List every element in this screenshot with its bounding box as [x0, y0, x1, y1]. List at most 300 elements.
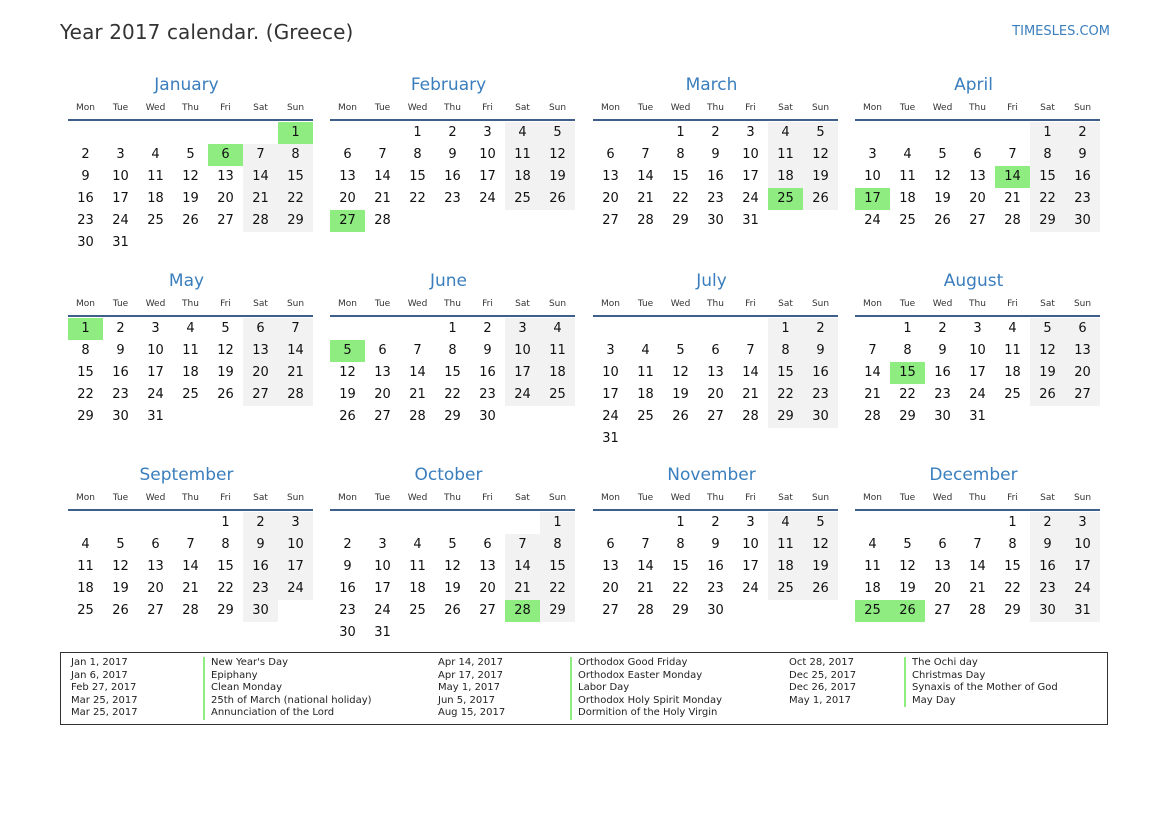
day-cell[interactable]: 24 [742, 191, 759, 206]
day-cell[interactable]: 19 [444, 581, 461, 596]
weekend-day-cell[interactable]: 21 [243, 188, 278, 210]
weekend-day-cell[interactable]: 3 [1065, 512, 1100, 534]
weekend-day-cell[interactable]: 23 [1065, 188, 1100, 210]
holiday-day-cell[interactable]: 28 [505, 600, 540, 622]
weekend-day-cell[interactable]: 29 [278, 210, 313, 232]
weekend-day-cell[interactable]: 22 [1030, 188, 1065, 210]
day-cell[interactable]: 28 [864, 409, 881, 424]
weekend-day-cell[interactable]: 8 [768, 340, 803, 362]
day-cell[interactable]: 6 [483, 537, 492, 552]
day-cell[interactable]: 29 [1004, 603, 1021, 618]
day-cell[interactable]: 2 [448, 125, 457, 140]
day-cell[interactable]: 10 [374, 559, 391, 574]
day-cell[interactable]: 15 [1004, 559, 1021, 574]
day-cell[interactable]: 30 [707, 213, 724, 228]
day-cell[interactable]: 10 [969, 343, 986, 358]
weekend-day-cell[interactable]: 11 [505, 144, 540, 166]
day-cell[interactable]: 5 [116, 537, 125, 552]
day-cell[interactable]: 4 [903, 147, 912, 162]
weekend-day-cell[interactable]: 8 [1030, 144, 1065, 166]
day-cell[interactable]: 7 [868, 343, 877, 358]
day-cell[interactable]: 2 [938, 321, 947, 336]
day-cell[interactable]: 22 [1004, 581, 1021, 596]
day-cell[interactable]: 10 [742, 537, 759, 552]
day-cell[interactable]: 9 [483, 343, 492, 358]
day-cell[interactable]: 20 [479, 581, 496, 596]
day-cell[interactable]: 15 [77, 365, 94, 380]
day-cell[interactable]: 24 [112, 213, 129, 228]
day-cell[interactable]: 26 [339, 409, 356, 424]
day-cell[interactable]: 26 [182, 213, 199, 228]
day-cell[interactable]: 3 [746, 515, 755, 530]
weekend-day-cell[interactable]: 9 [1065, 144, 1100, 166]
day-cell[interactable]: 6 [606, 147, 615, 162]
day-cell[interactable]: 27 [217, 213, 234, 228]
day-cell[interactable]: 5 [903, 537, 912, 552]
day-cell[interactable]: 17 [147, 365, 164, 380]
day-cell[interactable]: 31 [374, 625, 391, 640]
holiday-day-cell[interactable]: 27 [330, 210, 365, 232]
day-cell[interactable]: 13 [374, 365, 391, 380]
weekend-day-cell[interactable]: 7 [243, 144, 278, 166]
weekend-day-cell[interactable]: 22 [540, 578, 575, 600]
day-cell[interactable]: 29 [444, 409, 461, 424]
day-cell[interactable]: 6 [343, 147, 352, 162]
weekend-day-cell[interactable]: 24 [1065, 578, 1100, 600]
weekend-day-cell[interactable]: 29 [1030, 210, 1065, 232]
day-cell[interactable]: 8 [448, 343, 457, 358]
day-cell[interactable]: 9 [938, 343, 947, 358]
day-cell[interactable]: 30 [479, 409, 496, 424]
weekend-day-cell[interactable]: 26 [803, 578, 838, 600]
day-cell[interactable]: 30 [77, 235, 94, 250]
day-cell[interactable]: 4 [413, 537, 422, 552]
day-cell[interactable]: 8 [81, 343, 90, 358]
day-cell[interactable]: 19 [934, 191, 951, 206]
weekend-day-cell[interactable]: 25 [768, 578, 803, 600]
weekend-day-cell[interactable]: 8 [278, 144, 313, 166]
weekend-day-cell[interactable]: 2 [803, 318, 838, 340]
day-cell[interactable]: 17 [742, 169, 759, 184]
day-cell[interactable]: 20 [707, 387, 724, 402]
weekend-day-cell[interactable]: 19 [803, 556, 838, 578]
day-cell[interactable]: 6 [938, 537, 947, 552]
day-cell[interactable]: 31 [742, 213, 759, 228]
weekend-day-cell[interactable]: 29 [540, 600, 575, 622]
day-cell[interactable]: 11 [182, 343, 199, 358]
day-cell[interactable]: 7 [186, 537, 195, 552]
day-cell[interactable]: 18 [182, 365, 199, 380]
day-cell[interactable]: 17 [602, 387, 619, 402]
day-cell[interactable]: 11 [864, 559, 881, 574]
day-cell[interactable]: 5 [938, 147, 947, 162]
day-cell[interactable]: 25 [1004, 387, 1021, 402]
weekend-day-cell[interactable]: 1 [1030, 122, 1065, 144]
weekend-day-cell[interactable]: 30 [1030, 600, 1065, 622]
weekend-day-cell[interactable]: 28 [278, 384, 313, 406]
day-cell[interactable]: 25 [899, 213, 916, 228]
holiday-day-cell[interactable]: 14 [995, 166, 1030, 188]
weekend-day-cell[interactable]: 16 [803, 362, 838, 384]
day-cell[interactable]: 3 [483, 125, 492, 140]
weekend-day-cell[interactable]: 12 [803, 534, 838, 556]
day-cell[interactable]: 19 [112, 581, 129, 596]
weekend-day-cell[interactable]: 12 [1030, 340, 1065, 362]
day-cell[interactable]: 7 [1008, 147, 1017, 162]
day-cell[interactable]: 23 [339, 603, 356, 618]
day-cell[interactable]: 31 [112, 235, 129, 250]
day-cell[interactable]: 15 [217, 559, 234, 574]
weekend-day-cell[interactable]: 15 [1030, 166, 1065, 188]
day-cell[interactable]: 30 [112, 409, 129, 424]
weekend-day-cell[interactable]: 15 [540, 556, 575, 578]
day-cell[interactable]: 16 [707, 169, 724, 184]
day-cell[interactable]: 4 [641, 343, 650, 358]
day-cell[interactable]: 7 [641, 147, 650, 162]
day-cell[interactable]: 8 [413, 147, 422, 162]
day-cell[interactable]: 8 [676, 147, 685, 162]
weekend-day-cell[interactable]: 10 [505, 340, 540, 362]
day-cell[interactable]: 27 [147, 603, 164, 618]
day-cell[interactable]: 12 [899, 559, 916, 574]
weekend-day-cell[interactable]: 1 [768, 318, 803, 340]
day-cell[interactable]: 17 [374, 581, 391, 596]
day-cell[interactable]: 8 [676, 537, 685, 552]
day-cell[interactable]: 15 [409, 169, 426, 184]
day-cell[interactable]: 25 [147, 213, 164, 228]
weekend-day-cell[interactable]: 31 [1065, 600, 1100, 622]
day-cell[interactable]: 2 [711, 515, 720, 530]
day-cell[interactable]: 11 [899, 169, 916, 184]
weekend-day-cell[interactable]: 19 [540, 166, 575, 188]
day-cell[interactable]: 2 [483, 321, 492, 336]
day-cell[interactable]: 8 [221, 537, 230, 552]
weekend-day-cell[interactable]: 17 [505, 362, 540, 384]
day-cell[interactable]: 10 [112, 169, 129, 184]
day-cell[interactable]: 13 [602, 169, 619, 184]
day-cell[interactable]: 2 [116, 321, 125, 336]
weekend-day-cell[interactable]: 10 [278, 534, 313, 556]
weekend-day-cell[interactable]: 11 [768, 144, 803, 166]
day-cell[interactable]: 23 [112, 387, 129, 402]
day-cell[interactable]: 1 [676, 515, 685, 530]
weekend-day-cell[interactable]: 30 [1065, 210, 1100, 232]
day-cell[interactable]: 25 [409, 603, 426, 618]
weekend-day-cell[interactable]: 26 [540, 188, 575, 210]
day-cell[interactable]: 20 [217, 191, 234, 206]
day-cell[interactable]: 29 [217, 603, 234, 618]
weekend-day-cell[interactable]: 25 [505, 188, 540, 210]
weekend-day-cell[interactable]: 24 [278, 578, 313, 600]
day-cell[interactable]: 22 [672, 581, 689, 596]
day-cell[interactable]: 3 [973, 321, 982, 336]
holiday-day-cell[interactable]: 25 [768, 188, 803, 210]
day-cell[interactable]: 21 [637, 191, 654, 206]
day-cell[interactable]: 23 [934, 387, 951, 402]
weekend-day-cell[interactable]: 7 [278, 318, 313, 340]
weekend-day-cell[interactable]: 1 [540, 512, 575, 534]
weekend-day-cell[interactable]: 23 [1030, 578, 1065, 600]
day-cell[interactable]: 17 [742, 559, 759, 574]
day-cell[interactable]: 20 [934, 581, 951, 596]
day-cell[interactable]: 16 [339, 581, 356, 596]
holiday-day-cell[interactable]: 5 [330, 340, 365, 362]
weekend-day-cell[interactable]: 5 [1030, 318, 1065, 340]
day-cell[interactable]: 17 [479, 169, 496, 184]
day-cell[interactable]: 10 [864, 169, 881, 184]
weekend-day-cell[interactable]: 21 [505, 578, 540, 600]
day-cell[interactable]: 24 [864, 213, 881, 228]
day-cell[interactable]: 28 [637, 213, 654, 228]
day-cell[interactable]: 11 [637, 365, 654, 380]
day-cell[interactable]: 20 [147, 581, 164, 596]
weekend-day-cell[interactable]: 4 [505, 122, 540, 144]
day-cell[interactable]: 30 [707, 603, 724, 618]
weekend-day-cell[interactable]: 16 [1065, 166, 1100, 188]
holiday-day-cell[interactable]: 25 [855, 600, 890, 622]
day-cell[interactable]: 14 [864, 365, 881, 380]
day-cell[interactable]: 30 [934, 409, 951, 424]
day-cell[interactable]: 22 [672, 191, 689, 206]
day-cell[interactable]: 12 [182, 169, 199, 184]
day-cell[interactable]: 2 [343, 537, 352, 552]
weekend-day-cell[interactable]: 28 [243, 210, 278, 232]
day-cell[interactable]: 27 [934, 603, 951, 618]
weekend-day-cell[interactable]: 21 [278, 362, 313, 384]
weekend-day-cell[interactable]: 30 [803, 406, 838, 428]
weekend-day-cell[interactable]: 29 [768, 406, 803, 428]
day-cell[interactable]: 14 [969, 559, 986, 574]
day-cell[interactable]: 12 [217, 343, 234, 358]
weekend-day-cell[interactable]: 26 [1030, 384, 1065, 406]
day-cell[interactable]: 12 [672, 365, 689, 380]
weekend-day-cell[interactable]: 15 [278, 166, 313, 188]
weekend-day-cell[interactable]: 13 [1065, 340, 1100, 362]
day-cell[interactable]: 30 [339, 625, 356, 640]
weekend-day-cell[interactable]: 16 [1030, 556, 1065, 578]
weekend-day-cell[interactable]: 14 [243, 166, 278, 188]
day-cell[interactable]: 15 [672, 559, 689, 574]
day-cell[interactable]: 11 [1004, 343, 1021, 358]
weekend-day-cell[interactable]: 18 [768, 556, 803, 578]
day-cell[interactable]: 2 [711, 125, 720, 140]
day-cell[interactable]: 5 [221, 321, 230, 336]
weekend-day-cell[interactable]: 3 [505, 318, 540, 340]
weekend-day-cell[interactable]: 13 [243, 340, 278, 362]
day-cell[interactable]: 23 [707, 581, 724, 596]
day-cell[interactable]: 10 [147, 343, 164, 358]
day-cell[interactable]: 29 [672, 213, 689, 228]
day-cell[interactable]: 14 [409, 365, 426, 380]
weekend-day-cell[interactable]: 2 [243, 512, 278, 534]
day-cell[interactable]: 4 [868, 537, 877, 552]
day-cell[interactable]: 13 [707, 365, 724, 380]
day-cell[interactable]: 19 [339, 387, 356, 402]
weekend-day-cell[interactable]: 5 [803, 122, 838, 144]
day-cell[interactable]: 19 [182, 191, 199, 206]
day-cell[interactable]: 21 [637, 581, 654, 596]
day-cell[interactable]: 20 [602, 191, 619, 206]
day-cell[interactable]: 24 [602, 409, 619, 424]
day-cell[interactable]: 3 [606, 343, 615, 358]
weekend-day-cell[interactable]: 5 [803, 512, 838, 534]
weekend-day-cell[interactable]: 14 [278, 340, 313, 362]
day-cell[interactable]: 4 [186, 321, 195, 336]
day-cell[interactable]: 1 [903, 321, 912, 336]
weekend-day-cell[interactable]: 20 [243, 362, 278, 384]
weekend-day-cell[interactable]: 10 [1065, 534, 1100, 556]
day-cell[interactable]: 12 [444, 559, 461, 574]
weekend-day-cell[interactable]: 26 [803, 188, 838, 210]
weekend-day-cell[interactable]: 17 [1065, 556, 1100, 578]
day-cell[interactable]: 14 [637, 169, 654, 184]
day-cell[interactable]: 22 [899, 387, 916, 402]
day-cell[interactable]: 1 [676, 125, 685, 140]
holiday-day-cell[interactable]: 15 [890, 362, 925, 384]
weekend-day-cell[interactable]: 18 [540, 362, 575, 384]
weekend-day-cell[interactable]: 6 [243, 318, 278, 340]
day-cell[interactable]: 23 [77, 213, 94, 228]
day-cell[interactable]: 24 [479, 191, 496, 206]
day-cell[interactable]: 29 [77, 409, 94, 424]
day-cell[interactable]: 10 [479, 147, 496, 162]
day-cell[interactable]: 25 [77, 603, 94, 618]
day-cell[interactable]: 13 [217, 169, 234, 184]
day-cell[interactable]: 28 [182, 603, 199, 618]
day-cell[interactable]: 14 [637, 559, 654, 574]
day-cell[interactable]: 6 [151, 537, 160, 552]
weekend-day-cell[interactable]: 27 [1065, 384, 1100, 406]
day-cell[interactable]: 16 [934, 365, 951, 380]
day-cell[interactable]: 23 [707, 191, 724, 206]
day-cell[interactable]: 16 [479, 365, 496, 380]
day-cell[interactable]: 27 [479, 603, 496, 618]
day-cell[interactable]: 5 [448, 537, 457, 552]
day-cell[interactable]: 3 [746, 125, 755, 140]
day-cell[interactable]: 20 [339, 191, 356, 206]
holiday-day-cell[interactable]: 17 [855, 188, 890, 210]
weekend-day-cell[interactable]: 6 [1065, 318, 1100, 340]
day-cell[interactable]: 2 [81, 147, 90, 162]
day-cell[interactable]: 22 [77, 387, 94, 402]
day-cell[interactable]: 28 [742, 409, 759, 424]
weekend-day-cell[interactable]: 25 [540, 384, 575, 406]
day-cell[interactable]: 14 [742, 365, 759, 380]
weekend-day-cell[interactable]: 24 [505, 384, 540, 406]
weekend-day-cell[interactable]: 23 [803, 384, 838, 406]
day-cell[interactable]: 1 [221, 515, 230, 530]
day-cell[interactable]: 19 [899, 581, 916, 596]
weekend-day-cell[interactable]: 12 [540, 144, 575, 166]
weekend-day-cell[interactable]: 20 [1065, 362, 1100, 384]
weekend-day-cell[interactable]: 16 [243, 556, 278, 578]
day-cell[interactable]: 27 [602, 603, 619, 618]
day-cell[interactable]: 19 [217, 365, 234, 380]
day-cell[interactable]: 5 [186, 147, 195, 162]
day-cell[interactable]: 20 [969, 191, 986, 206]
day-cell[interactable]: 31 [969, 409, 986, 424]
day-cell[interactable]: 24 [742, 581, 759, 596]
day-cell[interactable]: 28 [969, 603, 986, 618]
holiday-day-cell[interactable]: 6 [208, 144, 243, 166]
weekend-day-cell[interactable]: 2 [1065, 122, 1100, 144]
holiday-day-cell[interactable]: 26 [890, 600, 925, 622]
day-cell[interactable]: 11 [147, 169, 164, 184]
day-cell[interactable]: 8 [903, 343, 912, 358]
weekend-day-cell[interactable]: 9 [803, 340, 838, 362]
weekend-day-cell[interactable]: 4 [768, 512, 803, 534]
weekend-day-cell[interactable]: 18 [768, 166, 803, 188]
day-cell[interactable]: 24 [147, 387, 164, 402]
day-cell[interactable]: 20 [602, 581, 619, 596]
day-cell[interactable]: 6 [378, 343, 387, 358]
day-cell[interactable]: 16 [707, 559, 724, 574]
day-cell[interactable]: 27 [969, 213, 986, 228]
day-cell[interactable]: 28 [1004, 213, 1021, 228]
day-cell[interactable]: 13 [934, 559, 951, 574]
weekend-day-cell[interactable]: 9 [1030, 534, 1065, 556]
day-cell[interactable]: 9 [81, 169, 90, 184]
day-cell[interactable]: 13 [147, 559, 164, 574]
day-cell[interactable]: 6 [711, 343, 720, 358]
day-cell[interactable]: 10 [742, 147, 759, 162]
day-cell[interactable]: 14 [374, 169, 391, 184]
day-cell[interactable]: 7 [641, 537, 650, 552]
day-cell[interactable]: 12 [339, 365, 356, 380]
weekend-day-cell[interactable]: 18 [505, 166, 540, 188]
day-cell[interactable]: 16 [444, 169, 461, 184]
day-cell[interactable]: 4 [1008, 321, 1017, 336]
day-cell[interactable]: 13 [602, 559, 619, 574]
day-cell[interactable]: 23 [479, 387, 496, 402]
day-cell[interactable]: 4 [151, 147, 160, 162]
day-cell[interactable]: 11 [77, 559, 94, 574]
day-cell[interactable]: 26 [444, 603, 461, 618]
day-cell[interactable]: 9 [343, 559, 352, 574]
weekend-day-cell[interactable]: 23 [243, 578, 278, 600]
day-cell[interactable]: 25 [182, 387, 199, 402]
day-cell[interactable]: 7 [746, 343, 755, 358]
day-cell[interactable]: 21 [742, 387, 759, 402]
weekend-day-cell[interactable]: 14 [505, 556, 540, 578]
day-cell[interactable]: 3 [378, 537, 387, 552]
day-cell[interactable]: 17 [969, 365, 986, 380]
site-link[interactable]: TIMESLES.COM [1012, 24, 1110, 39]
day-cell[interactable]: 16 [77, 191, 94, 206]
day-cell[interactable]: 26 [112, 603, 129, 618]
day-cell[interactable]: 27 [707, 409, 724, 424]
day-cell[interactable]: 8 [1008, 537, 1017, 552]
day-cell[interactable]: 26 [672, 409, 689, 424]
weekend-day-cell[interactable]: 3 [278, 512, 313, 534]
day-cell[interactable]: 16 [112, 365, 129, 380]
weekend-day-cell[interactable]: 2 [1030, 512, 1065, 534]
day-cell[interactable]: 9 [448, 147, 457, 162]
day-cell[interactable]: 12 [112, 559, 129, 574]
day-cell[interactable]: 3 [116, 147, 125, 162]
day-cell[interactable]: 29 [672, 603, 689, 618]
day-cell[interactable]: 21 [182, 581, 199, 596]
day-cell[interactable]: 11 [409, 559, 426, 574]
day-cell[interactable]: 1 [413, 125, 422, 140]
day-cell[interactable]: 28 [637, 603, 654, 618]
day-cell[interactable]: 7 [378, 147, 387, 162]
day-cell[interactable]: 18 [637, 387, 654, 402]
day-cell[interactable]: 18 [77, 581, 94, 596]
day-cell[interactable]: 21 [969, 581, 986, 596]
day-cell[interactable]: 3 [868, 147, 877, 162]
weekend-day-cell[interactable]: 22 [768, 384, 803, 406]
